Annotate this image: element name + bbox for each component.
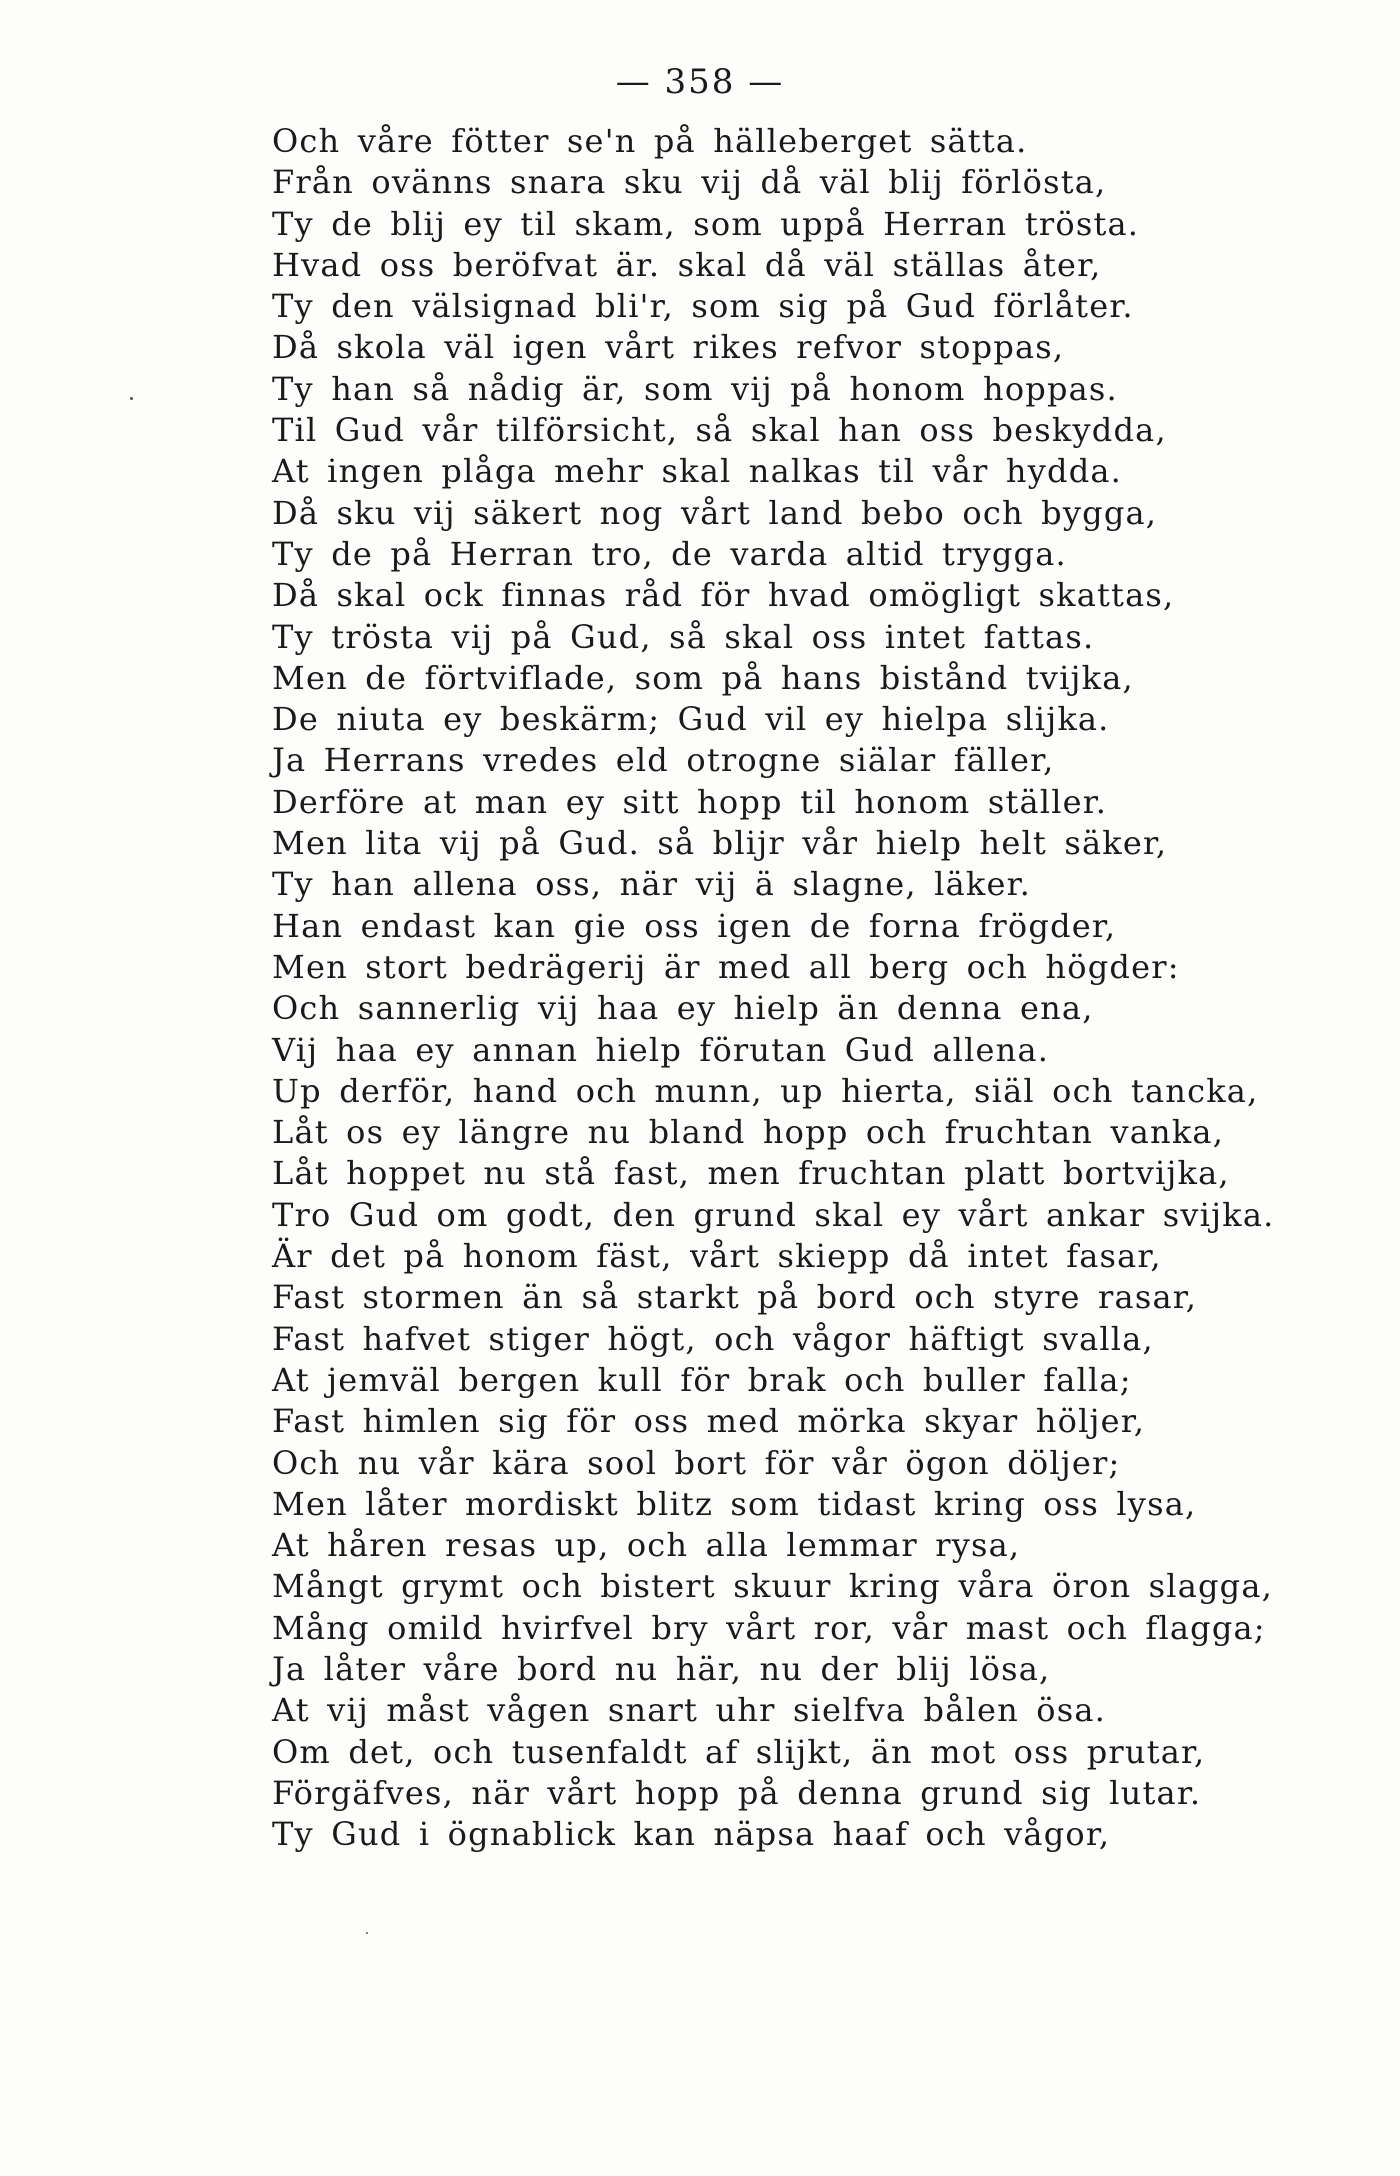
poem-line: Ty han så nådig är, som vij på honom hoppas. xyxy=(272,369,1118,408)
poem-line: Då skal ock finnas råd för hvad omögligt skattas, xyxy=(272,576,1175,615)
poem-line: Ty de på Herran tro, de varda altid trygga. xyxy=(272,534,1067,573)
poem-line: Ty trösta vij på Gud, så skal oss intet fattas. xyxy=(272,617,1095,656)
poem-line: Ty de blij ey til skam, som uppå Herran trösta. xyxy=(272,204,1140,243)
page-number: — 358 — xyxy=(615,62,785,102)
poem-line: Men de förtviflade, som på hans bistånd tvijka, xyxy=(272,658,1134,697)
poem-line: Då sku vij säkert nog vårt land bebo och bygga, xyxy=(272,493,1158,532)
poem-line: De niuta ey beskärm; Gud vil ey hielpa slijka. xyxy=(272,700,1110,739)
poem-line: Från ovänns snara sku vij då väl blij förlösta, xyxy=(272,163,1107,202)
poem-line: Vij haa ey annan hielp förutan Gud allena. xyxy=(272,1030,1050,1069)
poem-line: Låt hoppet nu stå fast, men fruchtan platt bortvijka, xyxy=(272,1154,1230,1193)
poem-line: Til Gud vår tilförsicht, så skal han oss beskydda, xyxy=(272,411,1167,450)
poem-line: At vij måst vågen snart uhr sielfva bålen ösa. xyxy=(272,1691,1106,1730)
poem-line: Och sannerlig vij haa ey hielp än denna ena, xyxy=(272,989,1094,1028)
poem-line: Ty Gud i ögnablick kan näpsa haaf och vågor, xyxy=(272,1815,1111,1854)
poem-line: Är det på honom fäst, vårt skiepp då intet fasar, xyxy=(272,1237,1162,1276)
poem-text xyxy=(272,121,1352,1855)
poem-line: Mångt grymt och bistert skuur kring våra öron slagga, xyxy=(272,1567,1273,1606)
poem-line: Hvad oss beröfvat är. skal då väl ställas åter, xyxy=(272,245,1102,284)
poem-line: Om det, och tusenfaldt af slijkt, än mot oss prutar, xyxy=(272,1732,1206,1771)
poem-line: At håren resas up, och alla lemmar rysa, xyxy=(272,1526,1021,1565)
print-speck xyxy=(130,397,133,400)
poem-line: Ja Herrans vredes eld otrogne siälar fäller, xyxy=(272,741,1055,780)
poem-line: Då skola väl igen vårt rikes refvor stoppas, xyxy=(272,328,1065,367)
poem-line: Men stort bedrägerij är med all berg och högder: xyxy=(272,947,1180,986)
poem-line: Han endast kan gie oss igen de forna frögder, xyxy=(272,906,1117,945)
poem-line: Men låter mordiskt blitz som tidast kring oss lysa, xyxy=(272,1484,1197,1523)
poem-line: Men lita vij på Gud. så blijr vår hielp helt säker, xyxy=(272,824,1168,863)
poem-line: Ja låter våre bord nu här, nu der blij lösa, xyxy=(272,1649,1051,1688)
poem-line: At jemväl bergen kull för brak och buller falla; xyxy=(272,1360,1132,1399)
poem-line: Låt os ey längre nu bland hopp och fruchtan vanka, xyxy=(272,1113,1225,1152)
poem-line: Tro Gud om godt, den grund skal ey vårt ankar svijka. xyxy=(272,1195,1275,1234)
poem-line: Ty den välsignad bli'r, som sig på Gud förlåter. xyxy=(272,287,1134,326)
poem-line: Up derför, hand och munn, up hierta, siäl och tancka, xyxy=(272,1071,1259,1110)
print-speck xyxy=(366,1932,368,1934)
poem-line: Och våre fötter se'n på hälleberget sätta. xyxy=(272,122,1028,160)
poem-line: Och nu vår kära sool bort för vår ögon döljer; xyxy=(272,1443,1121,1482)
poem-line: Ty han allena oss, när vij ä slagne, läker. xyxy=(272,865,1031,904)
poem-line: Förgäfves, när vårt hopp på denna grund sig lutar. xyxy=(272,1773,1202,1812)
poem-line: Fast stormen än så starkt på bord och styre rasar, xyxy=(272,1278,1198,1317)
poem-line: Fast hafvet stiger högt, och vågor häftigt svalla, xyxy=(272,1319,1154,1358)
poem-line: Mång omild hvirfvel bry vårt ror, vår mast och flagga; xyxy=(272,1608,1266,1647)
poem-line: At ingen plåga mehr skal nalkas til vår hydda. xyxy=(272,452,1123,491)
poem-line: Fast himlen sig för oss med mörka skyar höljer, xyxy=(272,1402,1146,1441)
poem-line: Derföre at man ey sitt hopp til honom ställer. xyxy=(272,782,1108,821)
